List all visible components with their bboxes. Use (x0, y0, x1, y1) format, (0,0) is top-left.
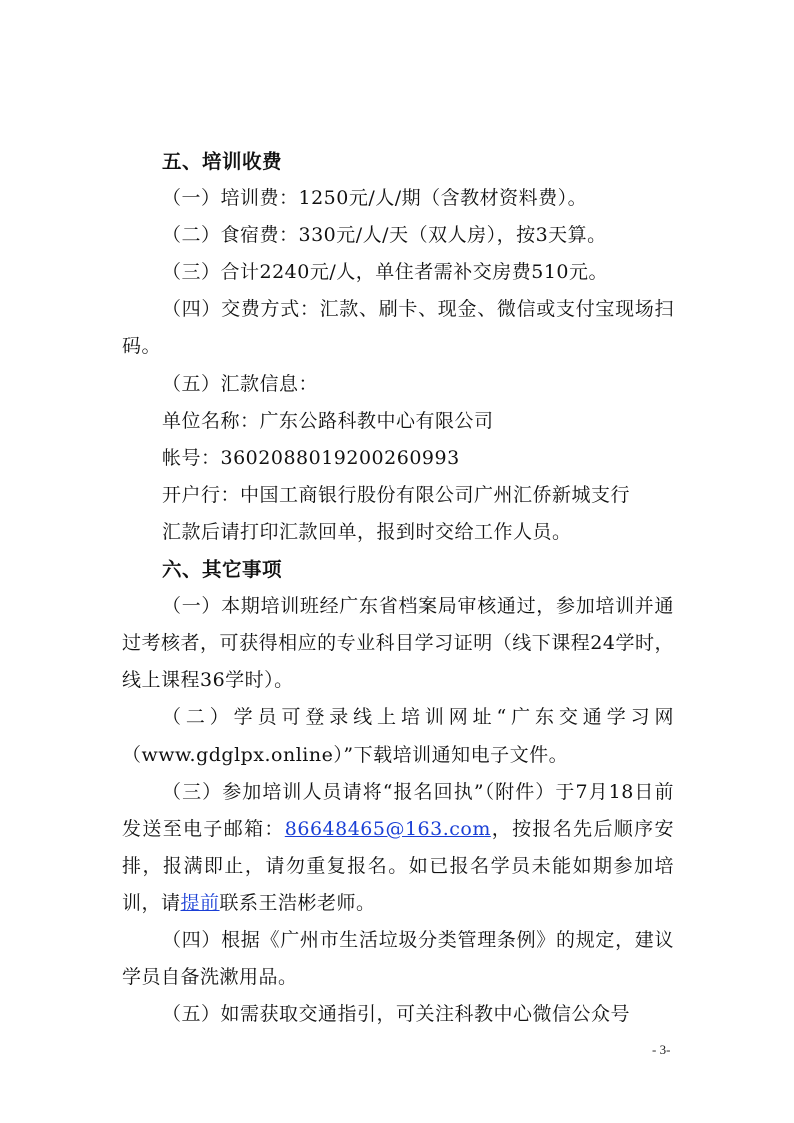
training-fee: （一）培训费：1250元/人/期（含教材资料费）。 (162, 187, 588, 210)
other-item-2: （二）学员可登录线上培训网址“广东交通学习网（www.gdglpx.online）”下载培训通知电子文件。 (122, 706, 674, 766)
bank-name: 开户行：中国工商银行股份有限公司广州汇侨新城支行 (162, 483, 631, 506)
payment-method: （四）交费方式：汇款、刷卡、现金、微信或支付宝现场扫码。 (122, 298, 674, 358)
total-fee: （三）合计2240元/人，单住者需补交房费510元。 (162, 261, 609, 284)
email-link[interactable]: 86648465@163.com (284, 817, 491, 840)
other-item-5: （五）如需获取交通指引，可关注科教中心微信公众号 (162, 1003, 631, 1026)
after-remit-note: 汇款后请打印汇款回单，报到时交给工作人员。 (162, 520, 572, 543)
page-number: - 3- (652, 1042, 671, 1057)
item3-text-c: 联系王浩彬老师。 (219, 891, 376, 914)
page-content (122, 143, 674, 1033)
section-heading-other: 六、其它事项 (162, 558, 283, 582)
item3-text-b: ，按报名先后顺序安排，报满即止，请勿重复报名。如已报名学员未能如期参加培训，请 (122, 817, 674, 914)
section-heading-fees: 五、培训收费 (162, 150, 283, 173)
remit-info-title: （五）汇款信息： (162, 372, 319, 395)
advance-link[interactable]: 提前 (180, 891, 220, 914)
company-name: 单位名称：广东公路科教中心有限公司 (162, 409, 494, 432)
other-item-4: （四）根据《广州市生活垃圾分类管理条例》的规定，建议学员自备洗漱用品。 (122, 928, 674, 989)
item3-text-a: （三）参加培训人员请将“报名回执”（附件）于7月18日前发送至电子邮箱： (122, 780, 674, 840)
account-number: 帐号：3602088019200260993 (162, 446, 460, 469)
other-item-3 (122, 774, 674, 922)
other-item-1: （一）本期培训班经广东省档案局审核通过，参加培训并通过考核者，可获得相应的专业科目学习证明（线下课程24学时，线上课程36学时）。 (122, 595, 674, 692)
lodging-fee: （二）食宿费：330元/人/天（双人房），按3天算。 (162, 224, 607, 247)
